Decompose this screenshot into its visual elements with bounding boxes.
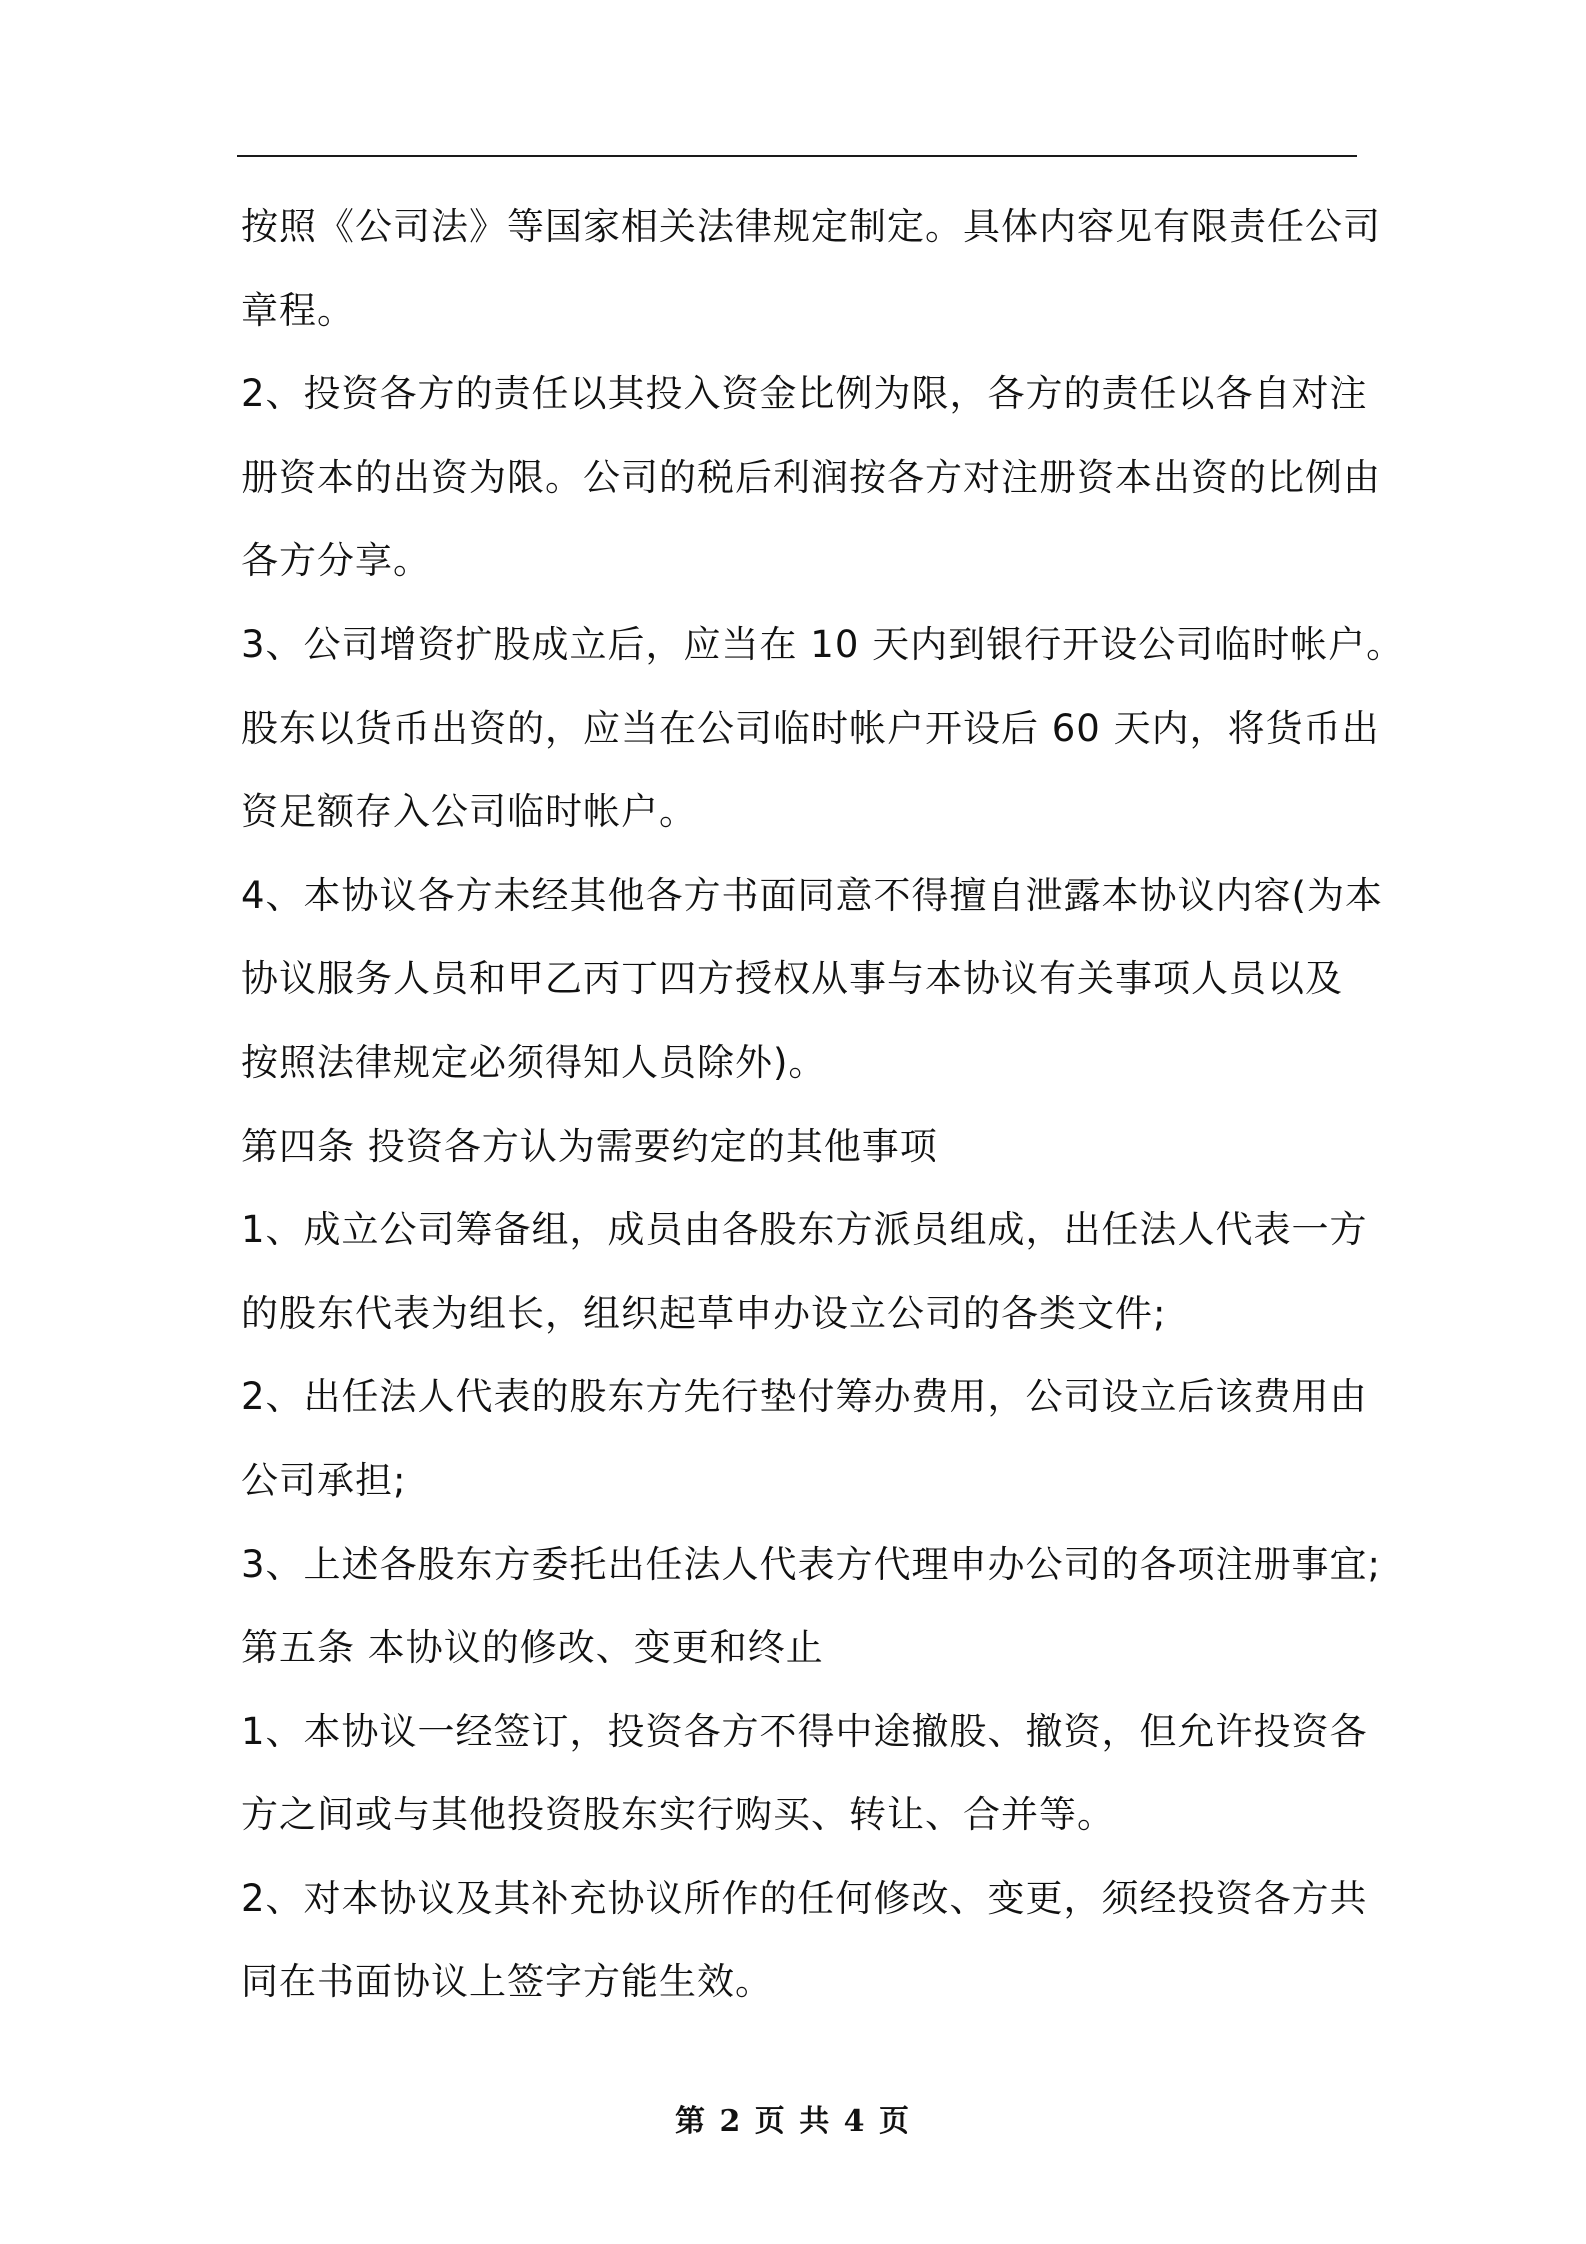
page-number: 第 2 页 共 4 页 [675, 2104, 911, 2139]
text-line: 方之间或与其他投资股东实行购买、转让、合并等。 [241, 1793, 1115, 1837]
text-line: 公司承担; [241, 1458, 407, 1502]
text-line: 2、出任法人代表的股东方先行垫付筹办费用，公司设立后该费用由 [241, 1375, 1368, 1419]
text-line: 各方分享。 [241, 539, 431, 583]
text-line: 1、本协议一经签订，投资各方不得中途撤股、撤资，但允许投资各 [241, 1709, 1368, 1753]
text-line: 3、上述各股东方委托出任法人代表方代理申办公司的各项注册事宜; [241, 1542, 1382, 1586]
text-line: 股东以货币出资的，应当在公司临时帐户开设后 60 天内，将货币出 [241, 706, 1380, 750]
text-line: 按照法律规定必须得知人员除外)。 [241, 1040, 827, 1084]
text-line: 章程。 [241, 288, 355, 332]
text-line: 2、投资各方的责任以其投入资金比例为限，各方的责任以各自对注 [241, 372, 1368, 416]
article-heading: 第五条 本协议的修改、变更和终止 [241, 1626, 824, 1670]
text-line: 按照《公司法》等国家相关法律规定制定。具体内容见有限责任公司 [241, 205, 1381, 248]
text-line: 2、对本协议及其补充协议所作的任何修改、变更，须经投资各方共 [241, 1876, 1368, 1920]
text-line: 协议服务人员和甲乙丙丁四方授权从事与本协议有关事项人员以及 [241, 957, 1343, 1001]
text-line: 册资本的出资为限。公司的税后利润按各方对注册资本出资的比例由 [241, 455, 1381, 499]
text-line: 1、成立公司筹备组，成员由各股东方派员组成，出任法人代表一方 [241, 1208, 1368, 1252]
header-rule [237, 155, 1357, 157]
text-line: 4、本协议各方未经其他各方书面同意不得擅自泄露本协议内容(为本 [241, 873, 1383, 917]
text-line: 同在书面协议上签字方能生效。 [241, 1960, 773, 2004]
text-line: 3、公司增资扩股成立后，应当在 10 天内到银行开设公司临时帐户。 [241, 622, 1405, 666]
article-heading: 第四条 投资各方认为需要约定的其他事项 [241, 1124, 938, 1168]
document-body [241, 185, 1405, 2024]
text-line: 资足额存入公司临时帐户。 [241, 790, 697, 834]
text-line: 的股东代表为组长，组织起草申办设立公司的各类文件; [241, 1291, 1167, 1335]
